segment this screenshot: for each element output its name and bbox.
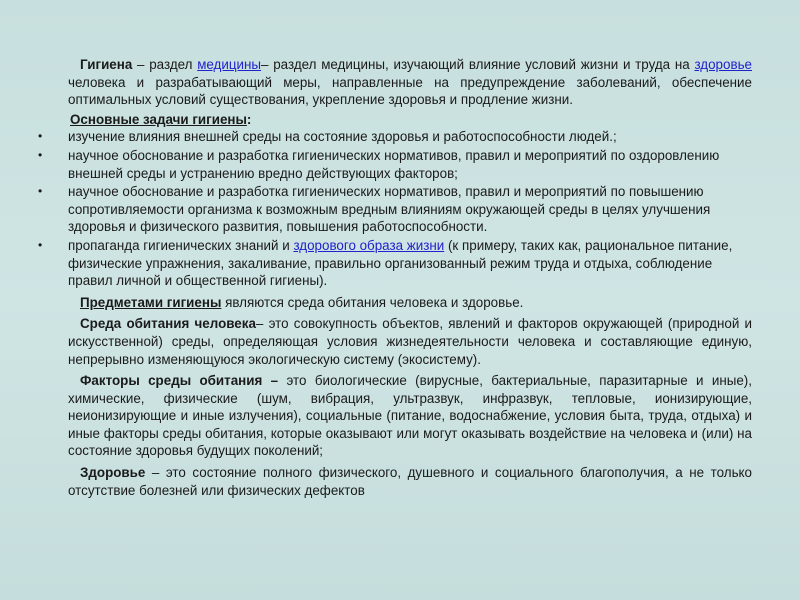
subjects-text: являются среда обитания человека и здоровье. (221, 294, 524, 310)
tasks-heading-text: Основные задачи гигиены (70, 111, 247, 127)
list-item (38, 183, 752, 236)
tasks-heading-colon: : (246, 111, 252, 127)
definition-text-2: – раздел медицины, изучающий влияние условий жизни и труда на (261, 57, 695, 72)
slide-content (38, 56, 753, 499)
list-item (38, 147, 752, 182)
list-item (38, 237, 752, 290)
tasks-heading (68, 111, 752, 129)
subjects-paragraph (68, 294, 752, 312)
definition-text-3: человека и разрабатывающий меры, направленные на предупреждение заболеваний, обеспечение оптимальных условий существования, укрепление здоровья и продление жизни. (68, 74, 752, 108)
task-text: научное обоснование и разработка гигиенических нормативов, правил и мероприятий по повышению сопротивляемости организма к возможным вредным влияниям окружающей среды в целях улучшения здоровья и физического развития, повышения работоспособности. (68, 184, 711, 235)
health-text: – это состояние полного физического, душевного и социального благополучия, а не только отсутствие болезней или физических дефектов (68, 465, 752, 498)
definition-text-1: – раздел (132, 57, 198, 72)
tasks-list (38, 128, 752, 289)
health-term: Здоровье (80, 465, 146, 481)
health-link[interactable]: здоровье (694, 57, 752, 72)
medicine-link[interactable]: медицины (197, 57, 262, 72)
bullet-icon: • (38, 129, 43, 144)
bullet-icon: • (38, 237, 43, 252)
health-paragraph (68, 464, 752, 499)
list-item (38, 128, 752, 146)
factors-term: Факторы среды обитания – (80, 373, 279, 389)
healthy-lifestyle-link[interactable]: здорового образа жизни (293, 237, 445, 253)
bullet-icon: • (38, 147, 43, 162)
environment-term: Среда обитания человека (80, 316, 256, 332)
subjects-term: Предметами гигиены (80, 294, 222, 310)
task-text-4b: (к примеру, таких как, рациональное питание, физические упражнения, закаливание, правильно организованный режим труда и отдыха, соблюдение правил личной и общественной гигиены). (68, 237, 733, 289)
hygiene-term: Гигиена (80, 57, 133, 72)
bullet-icon: • (38, 184, 43, 199)
factors-paragraph (68, 372, 752, 460)
task-text: изучение влияния внешней среды на состояние здоровья и работоспособности людей.; (68, 129, 617, 145)
hygiene-definition (68, 56, 752, 109)
factors-text: это биологические (вирусные, бактериальные, паразитарные и иные), химические, физические (шум, вибрация, ультразвук, инфразвук, тепловые, ионизирующие, неионизирующие и иные излучения), социальные (питание, водоснабжение, условия быта, труда, отдыха) и иные факторы среды обитания, которые оказывают или могут оказывать воздействие на человека и (или) на состояние здоровья будущих поколений; (68, 373, 752, 459)
environment-text: – это совокупность объектов, явлений и факторов окружающей (природной и искусственной) среды, определяющая условия жизнедеятельности человека и составляющие единую, непрерывно изменяющуюся экологическую систему (экосистему). (68, 316, 753, 367)
task-text: научное обоснование и разработка гигиенических нормативов, правил и мероприятий по оздоровлению внешней среды и устранению вредно действующих факторов; (68, 147, 720, 181)
task-text-4a: пропаганда гигиенических знаний и (68, 237, 294, 253)
environment-paragraph (68, 315, 752, 368)
